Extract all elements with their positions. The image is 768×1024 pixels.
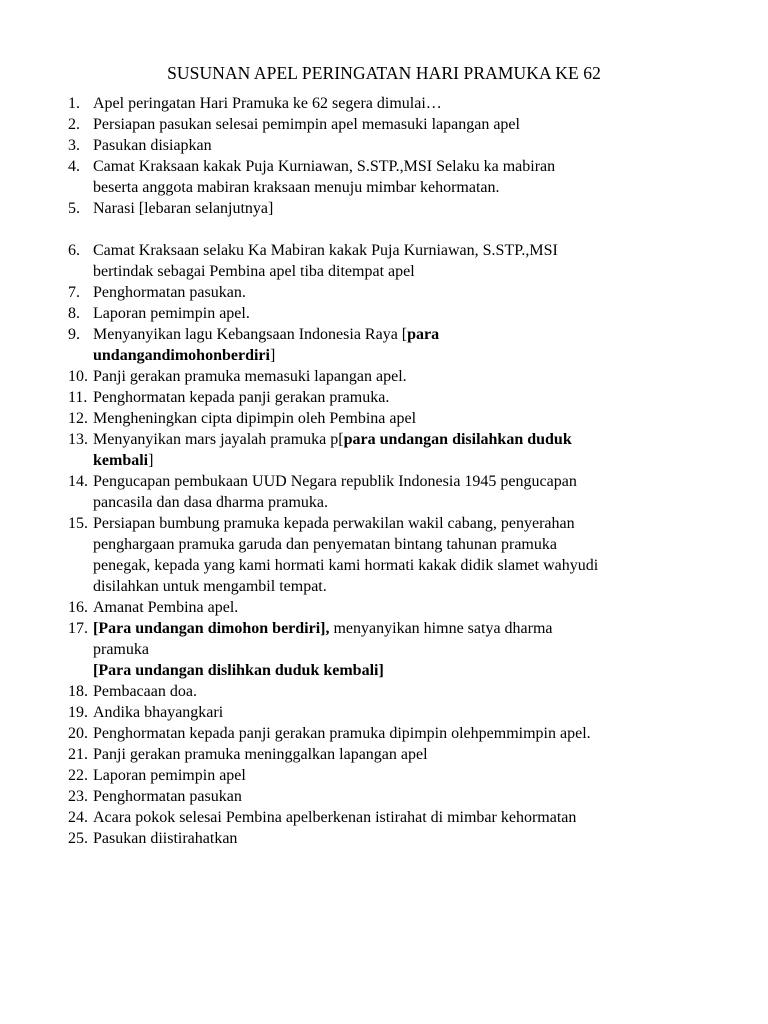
- agenda-item-number: 15.: [68, 515, 88, 532]
- agenda-item-number: 3.: [68, 137, 80, 154]
- agenda-item-line: [93, 618, 683, 639]
- text-segment: Camat Kraksaan kakak Puja Kurniawan, S.STP.,MSI Selaku ka mabiran: [93, 158, 556, 175]
- agenda-item-number: 1.: [68, 95, 80, 112]
- bold-text: kembali: [93, 452, 149, 469]
- text-segment: Andika bhayangkari: [93, 704, 224, 721]
- agenda-item-number: 7.: [68, 284, 80, 301]
- agenda-item-line: [93, 744, 683, 765]
- text-segment: Persiapan pasukan selesai pemimpin apel memasuki lapangan apel: [93, 116, 520, 133]
- agenda-item-number: 25.: [68, 830, 88, 847]
- text-segment: Pengucapan pembukaan UUD Negara republik Indonesia 1945 pengucapan: [93, 473, 577, 490]
- agenda-item-line: [93, 660, 683, 681]
- agenda-item: [0, 282, 683, 303]
- text-segment: Penghormatan kepada panji gerakan pramuka dipimpin olehpemmimpin apel.: [93, 725, 591, 742]
- text-segment: menyanyikan himne satya dharma: [329, 620, 553, 637]
- agenda-item-line: [93, 408, 683, 429]
- agenda-item-number: 9.: [68, 326, 80, 343]
- agenda-item-number: 10.: [68, 368, 88, 385]
- agenda-item-line: [93, 429, 683, 450]
- text-segment: penghargaan pramuka garuda dan penyematan bintang tahunan pramuka: [93, 536, 557, 553]
- agenda-item: [0, 198, 683, 219]
- agenda-item-line: [93, 828, 683, 849]
- agenda-item: [0, 93, 683, 114]
- agenda-item-line: [93, 597, 683, 618]
- agenda-item-number: 12.: [68, 410, 88, 427]
- agenda-item: [0, 387, 683, 408]
- agenda-item-number: 16.: [68, 599, 88, 616]
- agenda-item-line: [93, 387, 683, 408]
- agenda-item-line: [93, 576, 683, 597]
- agenda-item-line: [93, 639, 683, 660]
- text-segment: disilahkan untuk mengambil tempat.: [93, 578, 327, 595]
- agenda-item-number: 8.: [68, 305, 80, 322]
- agenda-item-line: [93, 723, 683, 744]
- agenda-item-line: [93, 135, 683, 156]
- agenda-item: [0, 828, 683, 849]
- bold-text: para undangan disilahkan duduk: [343, 431, 572, 448]
- agenda-item: [0, 618, 683, 681]
- text-segment: Camat Kraksaan selaku Ka Mabiran kakak Puja Kurniawan, S.STP.,MSI: [93, 242, 558, 259]
- agenda-item: [0, 156, 683, 198]
- agenda-item-number: 14.: [68, 473, 88, 490]
- text-segment: beserta anggota mabiran kraksaan menuju mimbar kehormatan.: [93, 179, 500, 196]
- agenda-item: [0, 366, 683, 387]
- agenda-item-number: 24.: [68, 809, 88, 826]
- agenda-item-line: [93, 702, 683, 723]
- agenda-item: [0, 597, 683, 618]
- text-segment: Pembacaan doa.: [93, 683, 197, 700]
- agenda-item-line: [93, 807, 683, 828]
- document-title: SUSUNAN APEL PERINGATAN HARI PRAMUKA KE 62: [167, 63, 601, 83]
- text-segment: Mengheningkan cipta dipimpin oleh Pembina apel: [93, 410, 417, 427]
- agenda-item: [0, 807, 683, 828]
- agenda-item: [0, 765, 683, 786]
- agenda-item: [0, 135, 683, 156]
- text-segment: ]: [269, 347, 276, 364]
- text-segment: Panji gerakan pramuka memasuki lapangan apel.: [93, 368, 407, 385]
- agenda-item-number: 13.: [68, 431, 88, 448]
- agenda-item-line: [93, 177, 683, 198]
- text-segment: Apel peringatan Hari Pramuka ke 62 segera dimulai…: [93, 95, 442, 112]
- text-segment: penegak, kepada yang kami hormati kami hormati kakak didik slamet wahyudi: [93, 557, 599, 574]
- agenda-item-line: [93, 303, 683, 324]
- agenda-item-line: [93, 114, 683, 135]
- list-spacer: [0, 219, 683, 240]
- bold-text: para: [407, 326, 440, 343]
- text-segment: Persiapan bumbung pramuka kepada perwakilan wakil cabang, penyerahan: [93, 515, 575, 532]
- agenda-item: [0, 702, 683, 723]
- agenda-item: [0, 786, 683, 807]
- bold-text: undangandimohonberdiri: [93, 347, 270, 364]
- agenda-item-number: 17.: [68, 620, 88, 637]
- agenda-item-line: [93, 345, 683, 366]
- agenda-item: [0, 303, 683, 324]
- agenda-item-number: 20.: [68, 725, 88, 742]
- text-segment: Acara pokok selesai Pembina apelberkenan istirahat di mimbar kehormatan: [93, 809, 577, 826]
- agenda-item-number: 2.: [68, 116, 80, 133]
- agenda-item-line: [93, 324, 683, 345]
- text-segment: Menyanyikan mars jayalah pramuka p[: [93, 431, 344, 448]
- agenda-item-number: 21.: [68, 746, 88, 763]
- agenda-item-line: [93, 240, 683, 261]
- agenda-item: [0, 114, 683, 135]
- agenda-item: [0, 513, 683, 597]
- agenda-item-line: [93, 93, 683, 114]
- agenda-item: [0, 723, 683, 744]
- agenda-item-line: [93, 471, 683, 492]
- text-segment: Panji gerakan pramuka meninggalkan lapangan apel: [93, 746, 428, 763]
- text-segment: Narasi [lebaran selanjutnya]: [93, 200, 274, 217]
- bold-text: [Para undangan dimohon berdiri],: [93, 620, 330, 637]
- agenda-item-number: 4.: [68, 158, 80, 175]
- agenda-item-line: [93, 765, 683, 786]
- agenda-item-line: [93, 366, 683, 387]
- agenda-item: [0, 471, 683, 513]
- agenda-item-number: 6.: [68, 242, 80, 259]
- text-segment: pramuka: [93, 641, 149, 658]
- text-segment: ]: [148, 452, 154, 469]
- agenda-item: [0, 429, 683, 471]
- agenda-item-line: [93, 156, 683, 177]
- text-segment: Amanat Pembina apel.: [93, 599, 239, 616]
- agenda-item-line: [93, 282, 683, 303]
- text-segment: Laporan pemimpin apel: [93, 767, 246, 784]
- text-segment: pancasila dan dasa dharma pramuka.: [93, 494, 329, 511]
- text-segment: Menyanyikan lagu Kebangsaan Indonesia Raya [: [93, 326, 408, 343]
- agenda-item: [0, 681, 683, 702]
- agenda-item-number: 11.: [68, 389, 88, 406]
- agenda-item-line: [93, 492, 683, 513]
- text-segment: Penghormatan pasukan.: [93, 284, 246, 301]
- agenda-list: [0, 93, 683, 849]
- bold-text: [Para undangan dislihkan duduk kembali]: [93, 662, 384, 679]
- agenda-item-number: 18.: [68, 683, 88, 700]
- text-segment: Penghormatan kepada panji gerakan pramuka.: [93, 389, 390, 406]
- agenda-item-line: [93, 534, 683, 555]
- text-segment: Pasukan diistirahatkan: [93, 830, 238, 847]
- agenda-item: [0, 408, 683, 429]
- agenda-item-number: 5.: [68, 200, 80, 217]
- agenda-item-line: [93, 681, 683, 702]
- text-segment: Penghormatan pasukan: [93, 788, 242, 805]
- agenda-item-line: [93, 261, 683, 282]
- text-segment: Pasukan disiapkan: [93, 137, 212, 154]
- text-segment: bertindak sebagai Pembina apel tiba ditempat apel: [93, 263, 415, 280]
- agenda-item-number: 23.: [68, 788, 88, 805]
- agenda-item-line: [93, 450, 683, 471]
- agenda-item-number: 22.: [68, 767, 88, 784]
- agenda-item-line: [93, 198, 683, 219]
- agenda-item: [0, 744, 683, 765]
- agenda-item-line: [93, 786, 683, 807]
- agenda-item-line: [93, 555, 683, 576]
- agenda-item-number: 19.: [68, 704, 88, 721]
- agenda-item: [0, 240, 683, 282]
- agenda-item: [0, 324, 683, 366]
- agenda-item-line: [93, 513, 683, 534]
- text-segment: Laporan pemimpin apel.: [93, 305, 250, 322]
